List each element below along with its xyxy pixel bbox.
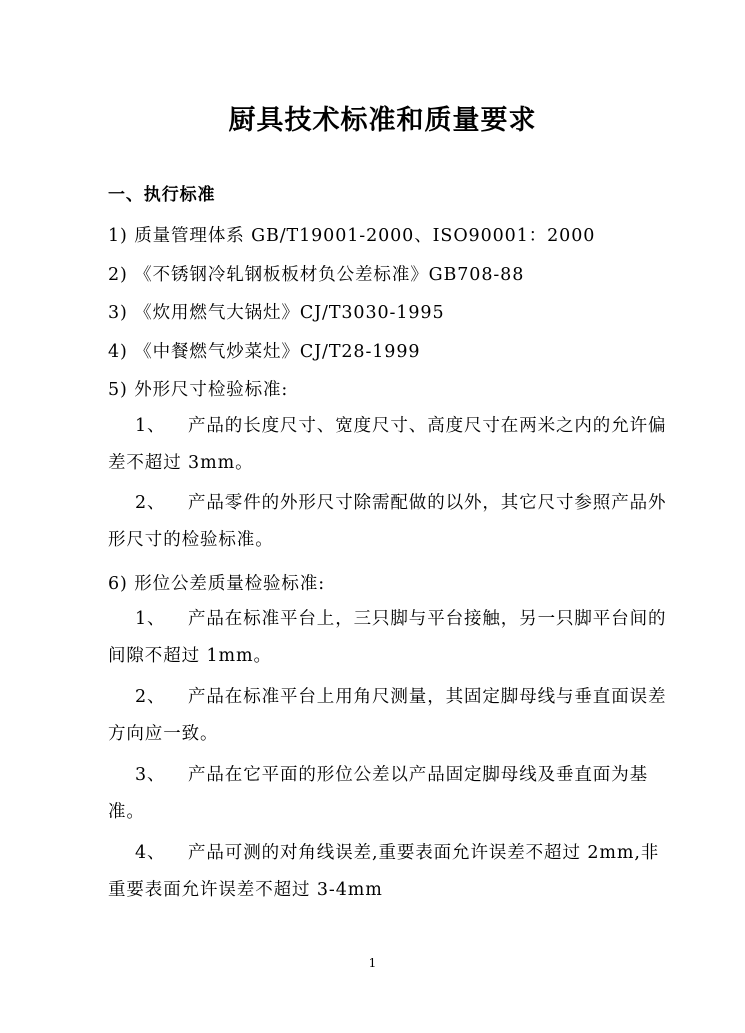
standard-item: 4) 《中餐燃气炒菜灶》CJ/T28-1999 xyxy=(108,342,421,362)
point-number: 1、 xyxy=(135,609,166,629)
point-text: 产品在标准平台上用角尺测量，其固定脚母线与垂直面误差方向应一致。 xyxy=(108,687,667,744)
shape-point xyxy=(108,408,668,481)
point-text: 产品零件的外形尺寸除需配做的以外，其它尺寸参照产品外形尺寸的检验标准。 xyxy=(108,493,667,550)
point-number: 3、 xyxy=(135,765,166,785)
standard-item: 2) 《不锈钢冷轧钢板板材负公差标准》GB708-88 xyxy=(108,265,525,285)
point-text: 产品可测的对角线误差,重要表面允许误差不超过 2mm,非重要表面允许误差不超过 3-4mm xyxy=(108,843,660,900)
position-point xyxy=(108,835,668,908)
page-number: 1 xyxy=(368,956,377,970)
shape-standard-heading: 5) 外形尺寸检验标准: xyxy=(108,380,289,400)
point-number: 4、 xyxy=(135,843,166,863)
point-number: 2、 xyxy=(135,687,166,707)
point-text: 产品在标准平台上，三只脚与平台接触，另一只脚平台间的间隙不超过 1mm。 xyxy=(108,609,667,666)
position-point xyxy=(108,679,668,752)
point-text: 产品的长度尺寸、宽度尺寸、高度尺寸在两米之内的允许偏差不超过 3mm。 xyxy=(108,416,667,473)
position-standard-heading: 6) 形位公差质量检验标准: xyxy=(108,574,326,594)
position-point xyxy=(108,757,668,830)
standard-item: 1) 质量管理体系 GB/T19001-2000、ISO90001：2000 xyxy=(108,226,596,246)
standard-item: 3) 《炊用燃气大锅灶》CJ/T3030-1995 xyxy=(108,303,445,323)
section-heading: 一、执行标准 xyxy=(108,185,216,205)
position-point xyxy=(108,601,668,674)
shape-point xyxy=(108,485,668,558)
point-number: 1、 xyxy=(135,416,166,436)
point-text: 产品在它平面的形位公差以产品固定脚母线及垂直面为基准。 xyxy=(108,765,648,822)
page-title: 厨具技术标准和质量要求 xyxy=(228,105,537,136)
point-number: 2、 xyxy=(135,493,166,513)
